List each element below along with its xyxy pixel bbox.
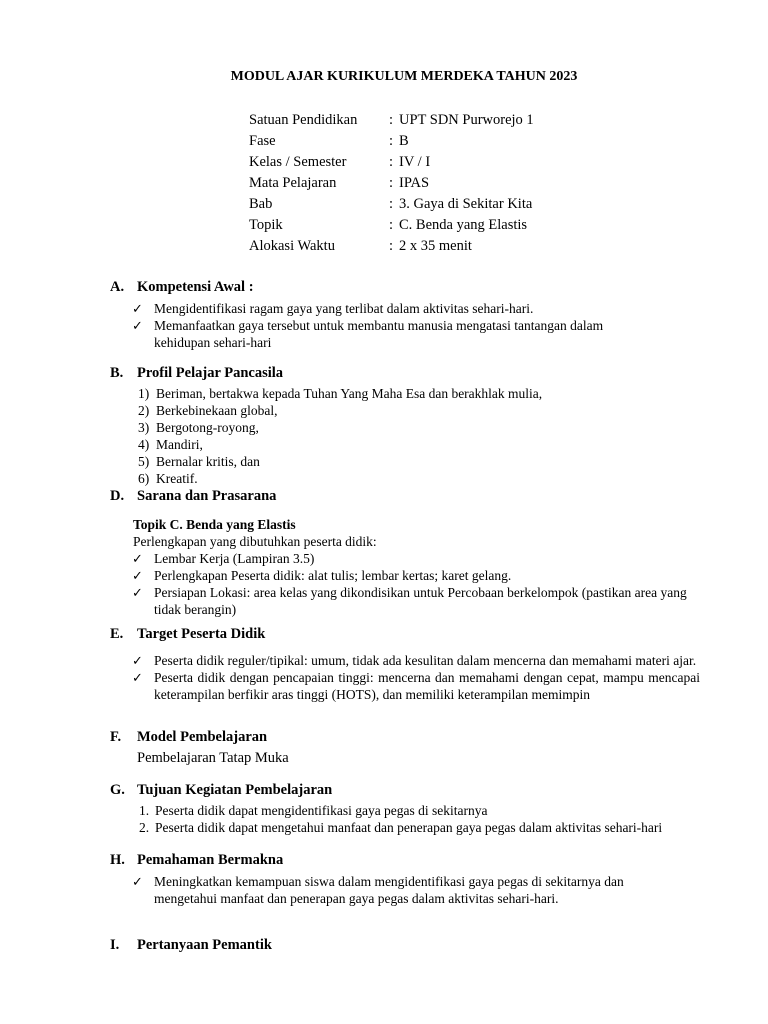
identity-value: 3. Gaya di Sekitar Kita	[399, 196, 533, 212]
identity-label: Mata Pelajaran	[249, 175, 337, 191]
section-title: Target Peserta Didik	[137, 626, 266, 642]
identity-value: B	[399, 133, 409, 149]
section-profil-pelajar	[110, 364, 700, 487]
identity-colon: :	[389, 238, 394, 254]
list-item-text: Perlengkapan Peserta didik: alat tulis; lembar kertas; karet gelang.	[154, 568, 512, 583]
list-number: 1.	[139, 803, 150, 818]
identity-value: IPAS	[399, 175, 430, 191]
identity-value: C. Benda yang Elastis	[399, 217, 528, 233]
section-letter: F.	[110, 729, 122, 745]
section-kompetensi-awal	[110, 278, 700, 351]
list-item	[132, 584, 700, 618]
identity-value: 2 x 35 menit	[399, 238, 472, 254]
document-title: MODUL AJAR KURIKULUM MERDEKA TAHUN 2023	[230, 69, 578, 84]
check-icon: ✓	[132, 874, 143, 889]
identity-label: Topik	[249, 217, 283, 233]
identity-row	[249, 152, 534, 173]
identity-row	[249, 236, 534, 257]
identity-row	[249, 110, 534, 131]
section-title: Profil Pelajar Pancasila	[137, 365, 284, 381]
intro-text: Perlengkapan yang dibutuhkan peserta didik:	[133, 534, 377, 549]
section-title: Model Pembelajaran	[137, 729, 268, 745]
list-number: 5)	[138, 454, 150, 469]
list-number: 1)	[138, 386, 150, 401]
list-item-text: Kreatif.	[156, 471, 198, 486]
identity-row	[249, 215, 534, 236]
list-item-text: Mandiri,	[156, 437, 203, 452]
list-item	[138, 419, 700, 436]
check-icon: ✓	[132, 301, 143, 316]
section-heading	[110, 728, 700, 747]
check-icon: ✓	[132, 653, 143, 668]
section-target-peserta	[110, 625, 700, 703]
section-letter: B.	[110, 365, 124, 381]
section-heading	[110, 781, 700, 800]
section-title: Pertanyaan Pemantik	[137, 937, 272, 953]
list-item	[138, 402, 700, 419]
list-item	[132, 300, 630, 317]
section-letter: I.	[110, 937, 120, 953]
identity-colon: :	[389, 133, 394, 149]
list-item-text: Peserta didik dapat mengetahui manfaat dan penerapan gaya pegas dalam aktivitas sehari-hari	[155, 820, 663, 835]
section-title: Kompetensi Awal :	[137, 279, 254, 295]
section-title: Pemahaman Bermakna	[137, 852, 284, 868]
list-number: 4)	[138, 437, 150, 452]
section-letter: E.	[110, 626, 124, 642]
identity-label: Satuan Pendidikan	[249, 112, 358, 128]
list-item-text: Peserta didik dapat mengidentifikasi gaya pegas di sekitarnya	[155, 803, 488, 818]
section-heading	[110, 278, 700, 297]
list-item-text: Peserta didik dengan pencapaian tinggi: mencerna dan memahami dengan cepat, mampu mencapai keterampilan berfikir aras tinggi (HOTS), dan memiliki keterampilan memimpin	[154, 670, 700, 702]
list-item-text: Mengidentifikasi ragam gaya yang terlibat dalam aktivitas sehari-hari.	[154, 301, 534, 316]
list-item-text: Meningkatkan kemampuan siswa dalam mengidentifikasi gaya pegas di sekitarnya dan mengetahui manfaat dan penerapan gaya pegas dalam aktivitas sehari-hari.	[154, 874, 624, 906]
section-tujuan-kegiatan	[110, 781, 700, 836]
section-letter: A.	[110, 279, 125, 295]
list-number: 6)	[138, 471, 150, 486]
identity-colon: :	[389, 175, 394, 191]
list-number: 3)	[138, 420, 150, 435]
list-item-text: Peserta didik reguler/tipikal: umum, tidak ada kesulitan dalam mencerna dan memahami materi ajar.	[154, 653, 697, 668]
subsection-title: Topik C. Benda yang Elastis	[133, 517, 296, 532]
check-icon: ✓	[132, 585, 143, 600]
section-heading	[110, 936, 700, 955]
list-item	[138, 385, 700, 402]
check-icon: ✓	[132, 568, 143, 583]
list-item	[139, 819, 670, 836]
identity-row	[249, 194, 534, 215]
section-title: Tujuan Kegiatan Pembelajaran	[137, 782, 333, 798]
list-item-text: Bergotong-royong,	[156, 420, 259, 435]
section-letter: G.	[110, 782, 125, 798]
identity-value: UPT SDN Purworejo 1	[399, 112, 534, 128]
list-item-text: Bernalar kritis, dan	[156, 454, 260, 469]
identity-row	[249, 131, 534, 152]
identity-colon: :	[389, 154, 394, 170]
list-item	[132, 567, 700, 584]
identity-table	[249, 110, 534, 257]
list-item	[138, 470, 700, 487]
check-icon: ✓	[132, 670, 143, 685]
list-item	[132, 873, 660, 907]
check-icon: ✓	[132, 551, 143, 566]
list-item-text: Persiapan Lokasi: area kelas yang dikondisikan untuk Percobaan berkelompok (pastikan area yang tidak berangin)	[154, 585, 687, 617]
identity-colon: :	[389, 196, 394, 212]
section-sarana-prasarana	[110, 487, 700, 618]
identity-colon: :	[389, 112, 394, 128]
identity-label: Fase	[249, 133, 276, 149]
section-title: Sarana dan Prasarana	[137, 488, 277, 504]
list-item-text: Beriman, bertakwa kepada Tuhan Yang Maha Esa dan berakhlak mulia,	[156, 386, 543, 401]
list-item	[138, 453, 700, 470]
section-text: Pembelajaran Tatap Muka	[137, 750, 289, 766]
list-item-text: Memanfaatkan gaya tersebut untuk membantu manusia mengatasi tantangan dalam kehidupan sehari-hari	[154, 318, 604, 350]
section-heading	[110, 487, 700, 506]
identity-label: Kelas / Semester	[249, 154, 347, 170]
identity-label: Bab	[249, 196, 273, 212]
section-model-pembelajaran	[110, 728, 700, 767]
list-item-text: Berkebinekaan global,	[156, 403, 278, 418]
list-item	[139, 802, 670, 819]
identity-colon: :	[389, 217, 394, 233]
section-pertanyaan-pemantik	[110, 936, 700, 955]
check-icon: ✓	[132, 318, 143, 333]
identity-value: IV / I	[399, 154, 431, 170]
section-heading	[110, 625, 700, 644]
list-item	[132, 550, 700, 567]
identity-label: Alokasi Waktu	[249, 238, 335, 254]
list-item-text: Lembar Kerja (Lampiran 3.5)	[154, 551, 315, 566]
section-heading	[110, 364, 700, 383]
section-letter: D.	[110, 488, 125, 504]
list-item	[132, 317, 640, 351]
list-item	[138, 436, 700, 453]
list-item	[132, 669, 700, 703]
section-pemahaman-bermakna	[110, 851, 700, 907]
section-letter: H.	[110, 852, 125, 868]
list-number: 2)	[138, 403, 150, 418]
list-item	[132, 652, 700, 669]
list-number: 2.	[139, 820, 150, 835]
identity-row	[249, 173, 534, 194]
section-heading	[110, 851, 700, 870]
